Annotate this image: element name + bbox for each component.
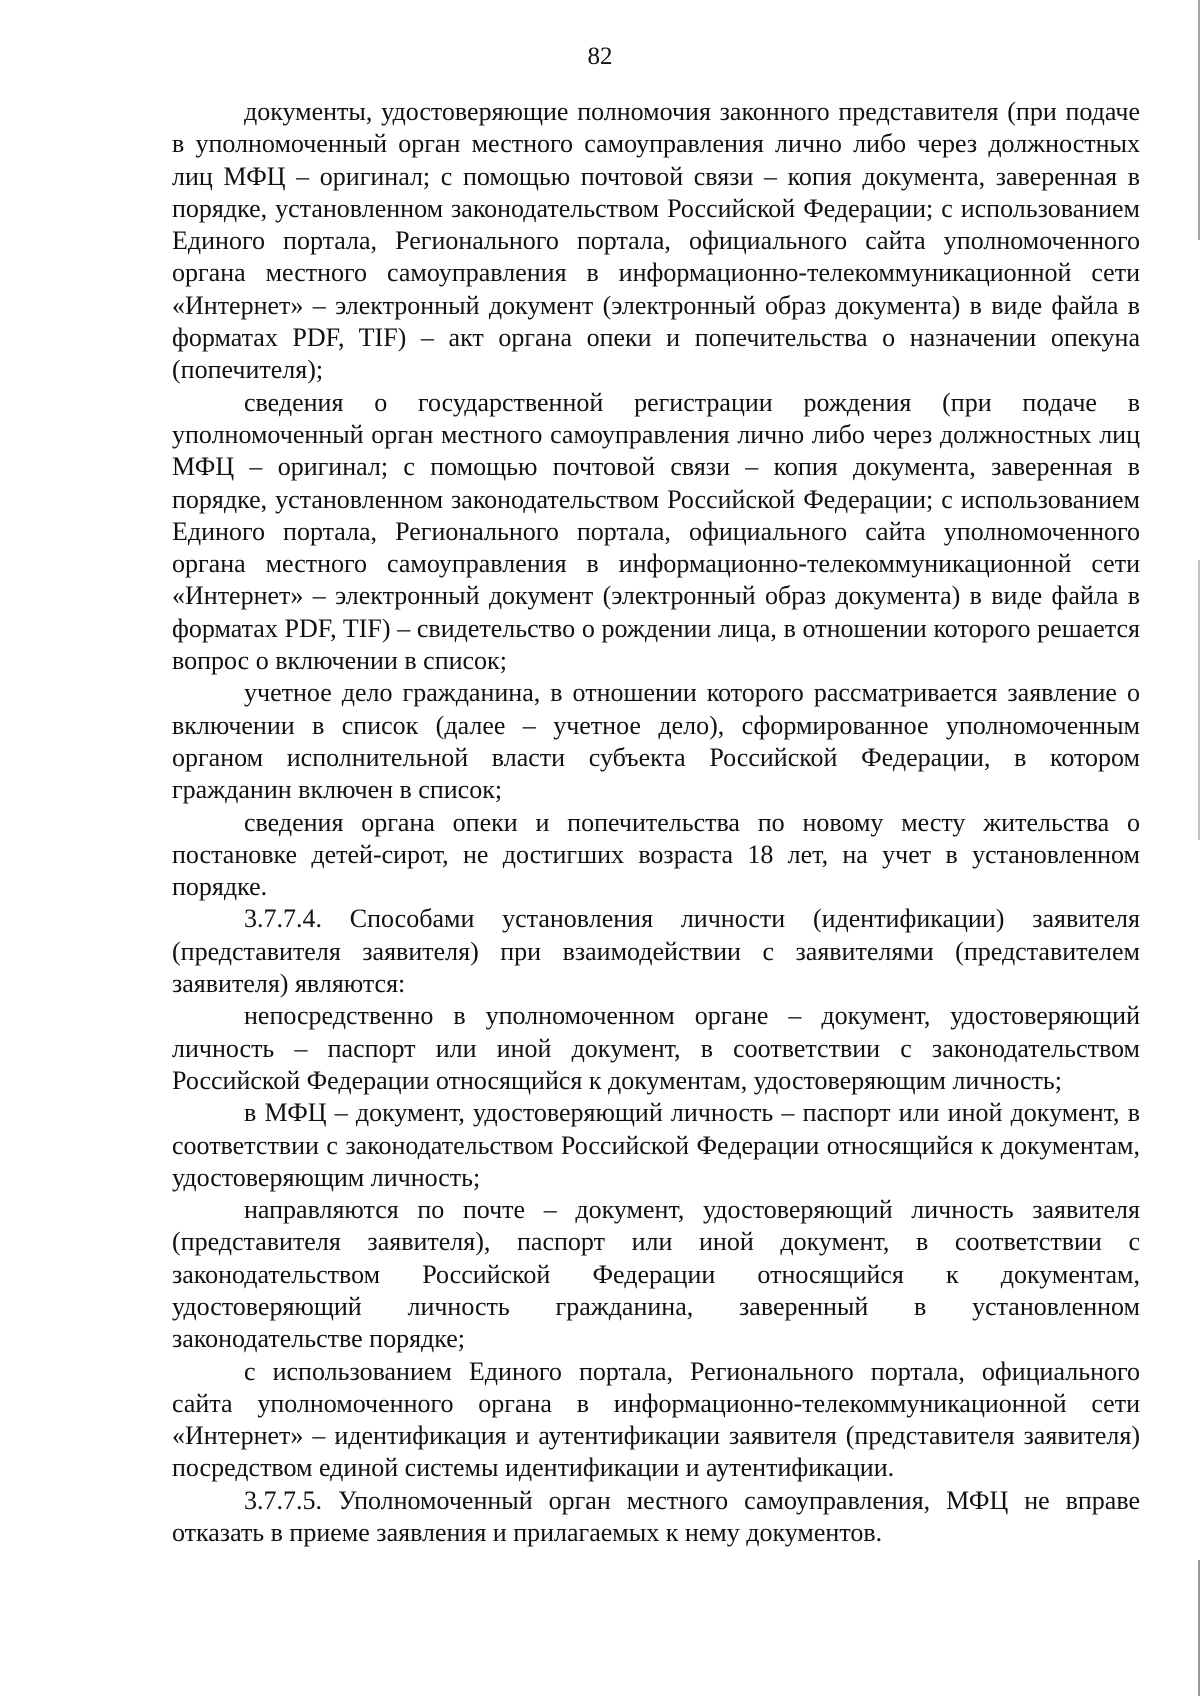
paragraph-clause-3-7-7-5: 3.7.7.5. Уполномоченный орган местного самоуправления, МФЦ не вправе отказать в приеме заявления и прилагаемых к нему документов.: [172, 1485, 1140, 1548]
body-text: [172, 96, 1140, 1549]
paragraph-unified-portal: с использованием Единого портала, Регионального портала, официального сайта уполномоченного органа в информационно-телекоммуникационной сети «Интернет» – идентификация и аутентификации заявителя (представителя заявителя) посредством единой системы идентификации и аутентификации.: [172, 1356, 1140, 1483]
paragraph-mfc: в МФЦ – документ, удостоверяющий личность – паспорт или иной документ, в соответствии с законодательством Российской Федерации относящийся к документам, удостоверяющим личность;: [172, 1098, 1140, 1192]
page-number: 82: [587, 43, 613, 70]
paragraph-authorized-body: непосредственно в уполномоченном органе – документ, удостоверяющий личность – паспорт или иной документ, в соответствии с законодательством Российской Федерации относящийся к документам, удостоверяющим личность;: [172, 1001, 1140, 1095]
paragraph-guardianship-information: сведения органа опеки и попечительства по новому месту жительства о постановке детей-сирот, не достигших возраста 18 лет, на учет в установленном порядке.: [172, 807, 1140, 902]
paragraph-legal-representative-documents: документы, удостоверяющие полномочия законного представителя (при подаче в уполномоченный орган местного самоуправления лично либо через должностных лиц МФЦ – оригинал; с помощью почтовой связи – копия документа, заверенная в порядке, установленном законодательством Российской Федерации; с использованием Единого портала, Регионального портала, официального сайта уполномоченного органа местного самоуправления в информационно-телекоммуникационной сети «Интернет» – электронный документ (электронный образ документа) в виде файла в форматах PDF, TIF) – акт органа опеки и попечительства о назначении опекуна (попечителя);: [172, 97, 1140, 385]
paragraph-citizen-record-file: учетное дело гражданина, в отношении которого рассматривается заявление о включении в список (далее – учетное дело), сформированное уполномоченным органом исполнительной власти субъекта Российской Федерации, в котором гражданин включен в список;: [172, 678, 1140, 805]
paragraph-birth-registration: сведения о государственной регистрации рождения (при подаче в уполномоченный орган местного самоуправления лично либо через должностных лиц МФЦ – оригинал; с помощью почтовой связи – копия документа, заверенная в порядке, установленном законодательством Российской Федерации; с использованием Единого портала, Регионального портала, официального сайта уполномоченного органа местного самоуправления в информационно-телекоммуникационной сети «Интернет» – электронный документ (электронный образ документа) в виде файла в форматах PDF, TIF) – свидетельство о рождении лица, в отношении которого решается вопрос о включении в список;: [172, 387, 1140, 676]
paragraph-by-mail: направляются по почте – документ, удостоверяющий личность заявителя (представителя заявителя), паспорт или иной документ, в соответствии с законодательством Российской Федерации относящийся к документам, удостоверяющий личность гражданина, заверенный в установленном законодательстве порядке;: [172, 1195, 1140, 1354]
paragraph-clause-3-7-7-4: 3.7.7.4. Способами установления личности (идентификации) заявителя (представителя заявителя) при взаимодействии с заявителями (представителем заявителя) являются:: [172, 904, 1140, 999]
